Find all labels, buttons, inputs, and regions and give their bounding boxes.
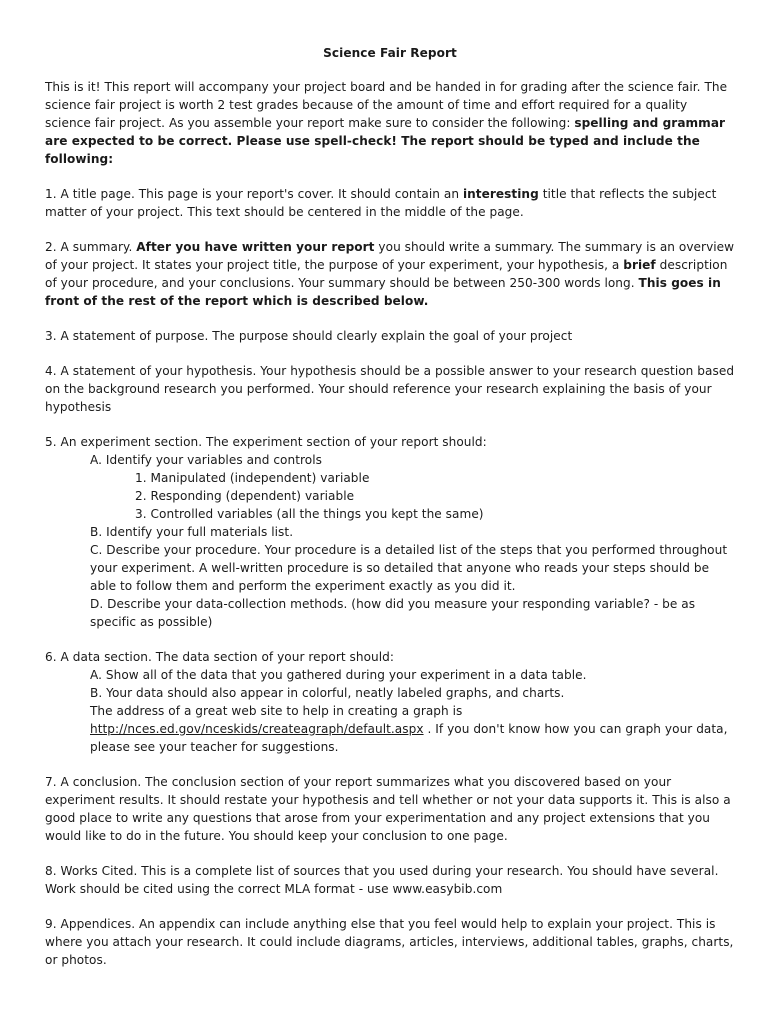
item-5-a: A. Identify your variables and controls xyxy=(90,453,322,467)
item-experiment xyxy=(45,433,735,631)
item-data xyxy=(45,648,735,756)
item-6-c2: . If you don't know how you can graph your data, please see your teacher for suggestions. xyxy=(90,722,728,754)
item-hypothesis: 4. A statement of your hypothesis. Your hypothesis should be a possible answer to your research question based on the background research you performed. Your should reference your research explaining the basis of your hypothesis xyxy=(45,364,735,414)
item-1-text-c: title that reflects the subject matter of your project. This text should be centered in the middle of the page. xyxy=(45,187,717,219)
item-1-bold: interesting xyxy=(462,187,539,201)
intro-bold-text: spelling and grammar are expected to be correct. Please use spell-check! The report should be typed and include the following: xyxy=(45,116,726,166)
item-works-cited: 8. Works Cited. This is a complete list of sources that you used during your research. You should have several. Work should be cited using the correct MLA format - use www.easybib.com xyxy=(45,864,719,896)
item-6-lead: 6. A data section. The data section of your report should: xyxy=(45,650,395,664)
item-5-c: C. Describe your procedure. Your procedure is a detailed list of the steps that you performed throughout your experiment. A well-written procedure is so detailed that anyone who reads your steps should be able to follow them and perform the experiment exactly as you did it. xyxy=(90,543,728,593)
item-5-a2: 2. Responding (dependent) variable xyxy=(135,489,355,503)
item-5-a1: 1. Manipulated (independent) variable xyxy=(135,471,370,485)
item-5-a3: 3. Controlled variables (all the things you kept the same) xyxy=(135,507,484,521)
item-2-bold-f: This goes in front of the rest of the report which is described below. xyxy=(45,276,721,308)
document-page xyxy=(45,44,735,986)
intro-text: This is it! This report will accompany your project board and be handed in for grading after the science fair. The science fair project is worth 2 test grades because of the amount of time and effort required for a quality science fair project. As you assemble your report make sure to consider the following: xyxy=(45,80,728,130)
intro-paragraph xyxy=(45,78,735,168)
item-2-text-e: description of your procedure, and your conclusions. Your summary should be between 250-300 words long. xyxy=(45,258,728,290)
item-appendices: 9. Appendices. An appendix can include anything else that you feel would help to explain your project. This is where you attach your research. It could include diagrams, articles, interviews, additional tables, graphs, charts, or photos. xyxy=(45,917,734,967)
item-purpose: 3. A statement of purpose. The purpose should clearly explain the goal of your project xyxy=(45,329,573,343)
item-5-lead: 5. An experiment section. The experiment section of your report should: xyxy=(45,435,487,449)
document-title: Science Fair Report xyxy=(323,46,457,60)
item-summary xyxy=(45,238,735,310)
item-conclusion: 7. A conclusion. The conclusion section of your report summarizes what you discovered based on your experiment results. It should restate your hypothesis and tell whether or not your data supports it. This is also a good place to write any questions that arose from your experimentation and any project extensions that you would like to do in the future. You should keep your conclusion to one page. xyxy=(45,775,731,843)
item-6-a: A. Show all of the data that you gathered during your experiment in a data table. xyxy=(90,668,587,682)
item-2-bold-b: After you have written your report xyxy=(136,240,375,254)
item-2-bold-d: brief xyxy=(623,258,656,272)
item-2-text-a: 2. A summary. xyxy=(45,240,137,254)
item-5-d: D. Describe your data-collection methods. (how did you measure your responding variable? - be as specific as possible) xyxy=(90,597,696,629)
item-5-b: B. Identify your full materials list. xyxy=(90,525,294,539)
item-1-text-a: 1. A title page. This page is your report's cover. It should contain an xyxy=(45,187,463,201)
item-6-c xyxy=(45,702,735,756)
graph-website-link[interactable]: http://nces.ed.gov/nceskids/createagraph/default.aspx xyxy=(90,722,424,736)
item-6-c1: The address of a great web site to help in creating a graph is xyxy=(90,704,463,718)
item-2-text-c: you should write a summary. The summary is an overview of your project. It states your project title, the purpose of your experiment, your hypothesis, a xyxy=(45,240,735,272)
item-6-b: B. Your data should also appear in colorful, neatly labeled graphs, and charts. xyxy=(90,686,565,700)
item-title-page xyxy=(45,185,735,221)
